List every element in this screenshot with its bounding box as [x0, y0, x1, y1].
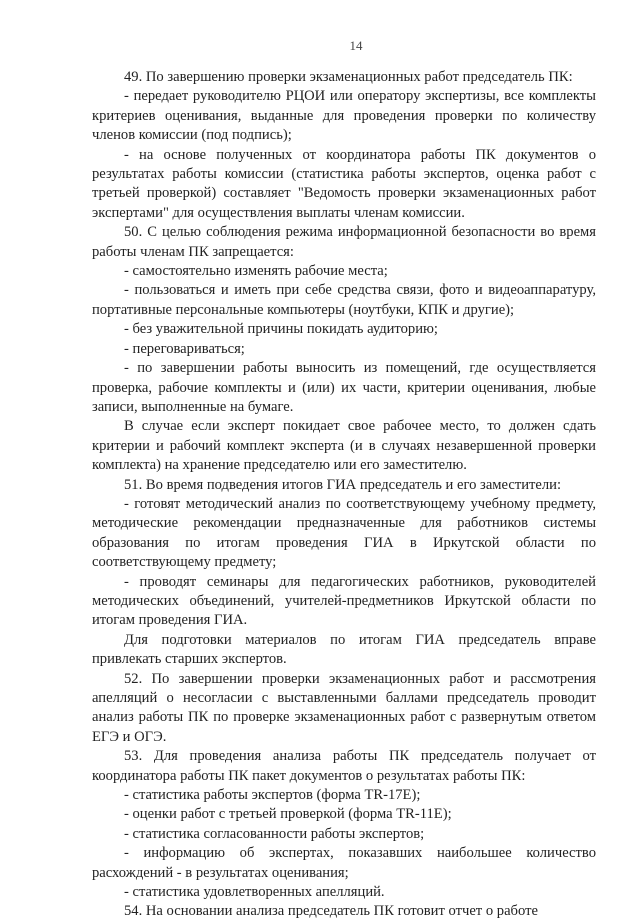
paragraph-53-item-3: - статистика согласованности работы экспертов; [124, 825, 425, 842]
paragraph-53: 53. Для проведения анализа работы ПК председатель получает от координатора работы ПК пакет документов о результатах работы ПК: [92, 748, 596, 784]
paragraph-53-item-1: - статистика работы экспертов (форма TR-17E); [124, 787, 421, 804]
paragraph-51-item-1: - готовят методический анализ по соответствующему учебному предмету, методические рекомендации предназначенные для работников системы образования по итогам проведения ГИА в Иркутской области по соответствующему предмету; [92, 495, 596, 571]
paragraph-51-item-2: - проводят семинары для педагогических работников, руководителей методических объединений, учителей-предметников Иркутской области по итогам проведения ГИА. [92, 573, 596, 629]
paragraph-49: 49. По завершению проверки экзаменационных работ председатель ПК: [124, 69, 573, 85]
paragraph-49-item-2: - на основе полученных от координатора работы ПК документов о результатах работы комиссии (статистика работы экспертов, оценка работ с третьей проверкой) составляет "Ведомость проверки экзаменационных работ экспертами" для осуществления выплаты членам комиссии. [92, 146, 596, 221]
document-body [92, 68, 596, 922]
paragraph-50-item-2: - пользоваться и иметь при себе средства связи, фото и видеоаппаратуру, портативные персональные компьютеры (ноутбуки, КПК и другие); [92, 282, 596, 318]
paragraph-50-item-3: - без уважительной причины покидать аудиторию; [124, 321, 438, 338]
paragraph-50-note: В случае если эксперт покидает свое рабочее место, то должен сдать критерии и рабочий комплект эксперта (и в случаях незавершенной проверки комплекта) на хранение председателю или его заместителю. [92, 418, 596, 474]
paragraph-53-item-5: - статистика удовлетворенных апелляций. [124, 884, 385, 901]
paragraph-54: 54. На основании анализа председатель ПК готовит отчет о работе [124, 903, 538, 920]
paragraph-50-item-5: - по завершении работы выносить из помещений, где осуществляется проверка, рабочие комплекты и (или) их части, критерии оценивания, любые записи, выполненные на бумаге. [92, 360, 596, 415]
page-number: 14 [349, 38, 363, 53]
paragraph-53-item-4: - информацию об экспертах, показавших наибольшее количество расхождений - в результатах оценивания; [92, 845, 596, 881]
paragraph-51: 51. Во время подведения итогов ГИА председатель и его заместители: [124, 476, 562, 493]
paragraph-50-item-4: - переговариваться; [124, 340, 245, 357]
paragraph-50-item-1: - самостоятельно изменять рабочие места; [124, 263, 388, 280]
paragraph-53-item-2: - оценки работ с третьей проверкой (форма TR-11E); [124, 806, 452, 823]
paragraph-52: 52. По завершении проверки экзаменационных работ и рассмотрения апелляций о несогласии с выставленными баллами председатель проводит анализ работы ПК по проверке экзаменационных работ с развернутым ответом ЕГЭ и ОГЭ. [92, 670, 596, 745]
paragraph-50: 50. С целью соблюдения режима информационной безопасности во время работы членам ПК запрещается: [92, 224, 596, 260]
paragraph-51-note: Для подготовки материалов по итогам ГИА председатель вправе привлекать старших экспертов. [92, 631, 596, 668]
paragraph-49-item-1: - передает руководителю РЦОИ или оператору экспертизы, все комплекты критериев оценивания, выданные для проведения проверки по количеству членов комиссии (под подпись); [92, 88, 596, 144]
